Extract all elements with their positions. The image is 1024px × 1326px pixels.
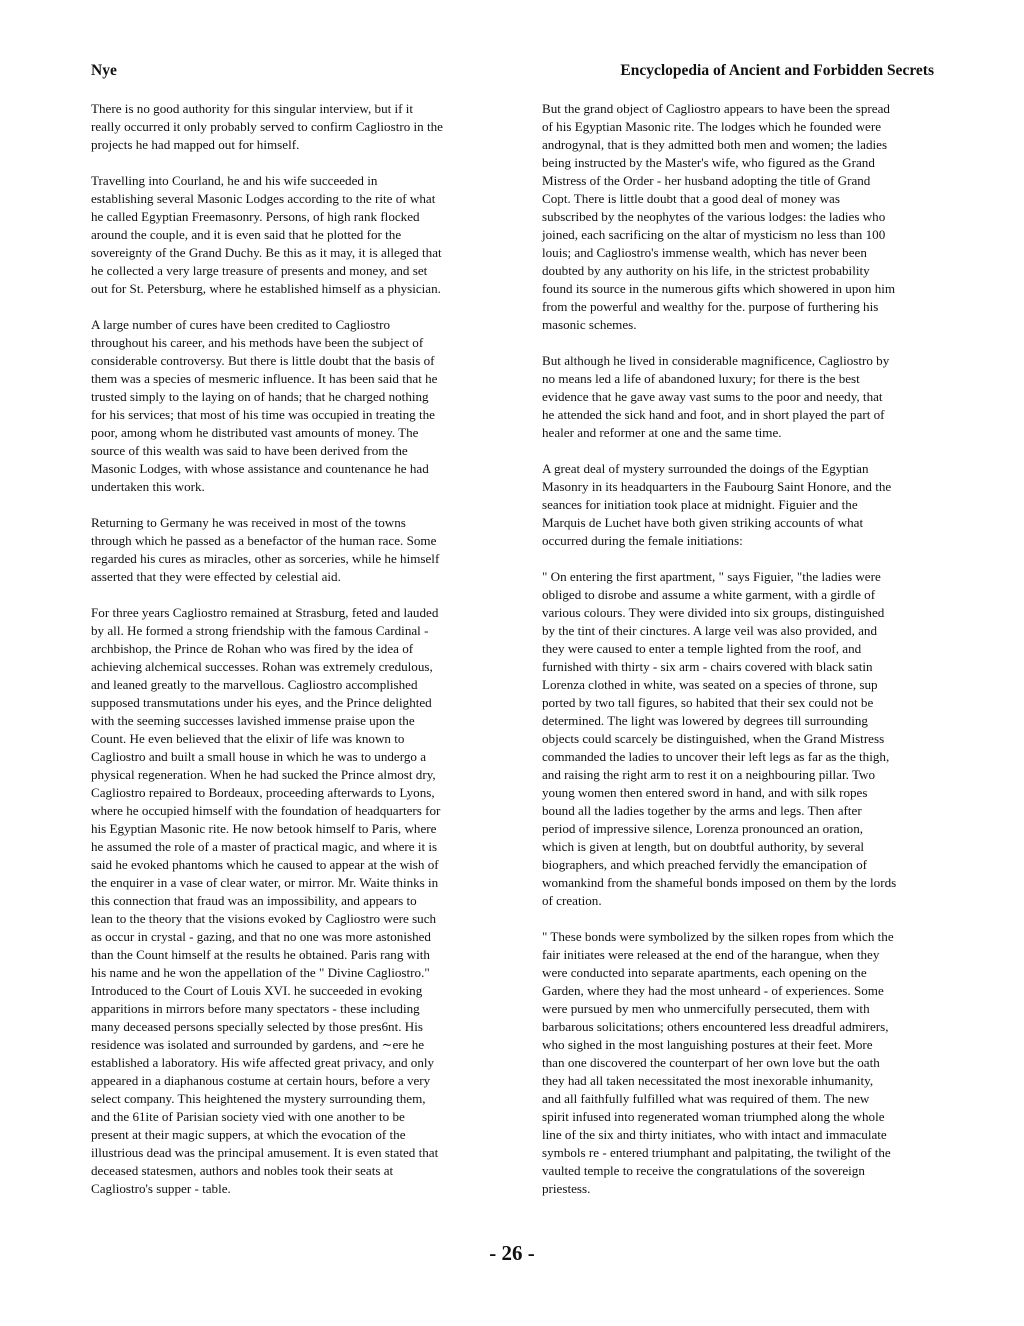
text-line: source of this wealth was said to have been derived from the (91, 443, 408, 458)
text-line: them was a species of mesmeric influence. It has been said that he (91, 371, 438, 386)
text-line: around the couple, and it is even said that he plotted for the (91, 227, 402, 242)
text-line: were pursued by men who unmercifully persecuted, them with (542, 1001, 870, 1016)
text-line: select company. This heightened the mystery surrounding them, (91, 1091, 426, 1106)
text-line: priestess. (542, 1181, 591, 1196)
text-line: he called Egyptian Freemasonry. Persons, of high rank flocked (91, 209, 420, 224)
text-line: healer and reformer at one and the same time. (542, 425, 782, 440)
text-line: as occur in crystal - gazing, and that no one was more astonished (91, 929, 431, 944)
paragraph (91, 514, 483, 586)
text-line: undertaken this work. (91, 479, 205, 494)
text-line: Travelling into Courland, he and his wife succeeded in (91, 173, 378, 188)
text-line: regarded his cures as miracles, other as sorceries, while he himself (91, 551, 440, 566)
text-line: deceased statesmen, authors and nobles took their seats at (91, 1163, 394, 1178)
text-line: than the Count himself at the results he obtained. Paris rang with (91, 947, 430, 962)
text-line: found its source in the numerous gifts which showered in upon him (542, 281, 896, 296)
text-line: and all faithfully fulfilled what was required of them. The new (542, 1091, 870, 1106)
text-line: Copt. There is little doubt that a good deal of money was (542, 191, 840, 206)
text-line: ported by two tall figures, so habited that their sex could not be (542, 695, 874, 710)
paragraph (91, 604, 483, 1198)
text-line: of creation. (542, 893, 602, 908)
text-line: appeared in a diaphanous costume at certain hours, before a very (91, 1073, 431, 1088)
text-line: A great deal of mystery surrounded the doings of the Egyptian (542, 461, 869, 476)
text-line: he assumed the role of a master of practical magic, and where it is (91, 839, 438, 854)
text-line: where he occupied himself with the foundation of headquarters for (91, 803, 441, 818)
text-line: obliged to disrobe and assume a white garment, with a girdle of (542, 587, 876, 602)
text-line: by the tint of their cinctures. A large veil was also provided, and (542, 623, 878, 638)
text-line: and raising the right arm to rest it on a neighbouring pillar. Two (542, 767, 876, 782)
text-line: doubted by any authority on his life, in the strictest probability (542, 263, 870, 278)
text-line: Mistress of the Order - her husband adopting the title of Grand (542, 173, 871, 188)
text-line: were conducted into separate apartments, each opening on the (542, 965, 867, 980)
text-line: this connection that fraud was an impossibility, and appears to (91, 893, 417, 908)
text-line: line of the six and thirty initiates, who with intact and immaculate (542, 1127, 887, 1142)
running-header-title: Encyclopedia of Ancient and Forbidden Secrets (620, 62, 934, 79)
text-line: they were caused to enter a temple lighted from the roof, and (542, 641, 862, 656)
text-line: biographers, and which preached fervidly the emancipation of (542, 857, 868, 872)
text-line: bound all the ladies together by the arms and legs. Then after (542, 803, 862, 818)
text-line: Lorenza clothed in white, was seated on a species of throne, sup (542, 677, 878, 692)
text-line: louis; and Cagliostro's immense wealth, which has never been (542, 245, 867, 260)
text-line: and the 61ite of Parisian society vied with one another to be (91, 1109, 405, 1124)
text-line: seances for initiation took place at midnight. Figuier and the (542, 497, 858, 512)
text-line: establishing several Masonic Lodges according to the rite of what (91, 191, 436, 206)
text-line: of his Egyptian Masonic rite. The lodges which he founded were (542, 119, 882, 134)
text-line: Count. He even believed that the elixir of life was known to (91, 731, 405, 746)
paragraph (542, 460, 934, 550)
text-line: furnished with thirty - six arm - chairs covered with black satin (542, 659, 873, 674)
text-line: his name and he won the appellation of the " Divine Cagliostro." (91, 965, 430, 980)
text-line: considerable controversy. But there is little doubt that the basis of (91, 353, 435, 368)
text-line: out for St. Petersburg, where he established himself as a physician. (91, 281, 441, 296)
text-line: Masonry in its headquarters in the Faubourg Saint Honore, and the (542, 479, 892, 494)
text-line: determined. The light was lowered by degrees till surrounding (542, 713, 868, 728)
text-line: subscribed by the neophytes of the various lodges: the ladies who (542, 209, 886, 224)
page-number: - 26 - (489, 1241, 535, 1265)
text-line: asserted that they were effected by celestial aid. (91, 569, 341, 584)
running-header-author: Nye (91, 62, 117, 79)
text-line: trusted simply to the laying on of hands; that he charged nothing (91, 389, 429, 404)
paragraph (542, 352, 934, 442)
text-line: lean to the theory that the visions evoked by Cagliostro were such (91, 911, 437, 926)
text-line: symbols re - entered triumphant and palpitating, the twilight of the (542, 1145, 891, 1160)
text-line: for his services; that most of his time was occupied in treating the (91, 407, 435, 422)
text-line: Cagliostro repaired to Bordeaux, proceeding afterwards to Lyons, (91, 785, 435, 800)
text-line: young women then entered sword in hand, and with silk ropes (542, 785, 868, 800)
text-line: sovereignty of the Grand Duchy. Be this as it may, it is alleged that (91, 245, 442, 260)
paragraph (91, 100, 483, 154)
text-line: who sighed in the most languishing postures at their feet. More (542, 1037, 873, 1052)
text-line: established a laboratory. His wife affected great privacy, and only (91, 1055, 435, 1070)
text-line: various colours. They were divided into six groups, distinguished (542, 605, 885, 620)
text-line: " On entering the first apartment, " says Figuier, "the ladies were (542, 569, 881, 584)
text-line: vaulted temple to receive the congratulations of the sovereign (542, 1163, 865, 1178)
text-line: achieving alchemical successes. Rohan was extremely credulous, (91, 659, 433, 674)
text-line: But although he lived in considerable magnificence, Cagliostro by (542, 353, 890, 368)
text-line: he collected a very large treasure of presents and money, and set (91, 263, 428, 278)
text-line: Masonic Lodges, with whose assistance and countenance he had (91, 461, 429, 476)
text-line: Cagliostro's supper - table. (91, 1181, 231, 1196)
text-line: physical regeneration. When he had sucked the Prince almost dry, (91, 767, 436, 782)
text-line: objects could scarcely be distinguished, when the Grand Mistress (542, 731, 885, 746)
text-line: he attended the sick hand and foot, and in short played the part of (542, 407, 885, 422)
text-line: said he evoked phantoms which he caused to appear at the wish of (91, 857, 439, 872)
text-line: they had all taken necessitated the most inexorable inhumanity, (542, 1073, 874, 1088)
paragraph (91, 172, 483, 298)
text-line: poor, among whom he distributed vast amounts of money. The (91, 425, 419, 440)
text-line: masonic schemes. (542, 317, 637, 332)
text-line: being instructed by the Master's wife, who figured as the Grand (542, 155, 875, 170)
text-line: by all. He formed a strong friendship with the famous Cardinal - (91, 623, 429, 638)
text-line: commanded the ladies to uncover their left legs as far as the thigh, (542, 749, 890, 764)
text-line: throughout his career, and his methods have been the subject of (91, 335, 424, 350)
text-line: Cagliostro and built a small house in which he was to undergo a (91, 749, 427, 764)
paragraph (542, 928, 934, 1198)
paragraph (542, 100, 934, 334)
text-column-left (91, 100, 483, 1216)
text-line: womankind from the shameful bonds imposed on them by the lords (542, 875, 897, 890)
text-line: the enquirer in a vase of clear water, or mirror. Mr. Waite thinks in (91, 875, 439, 890)
text-line: apparitions in mirrors before many spectators - these including (91, 1001, 420, 1016)
text-line: " These bonds were symbolized by the silken ropes from which the (542, 929, 894, 944)
text-line: through which he passed as a benefactor of the human race. Some (91, 533, 437, 548)
text-line: with the seeming successes lavished immense praise upon the (91, 713, 415, 728)
text-line: many deceased persons specially selected by those pres6nt. His (91, 1019, 423, 1034)
text-line: joined, each sacrificing on the altar of mysticism no less than 100 (542, 227, 886, 242)
text-line: androgynal, that is they admitted both men and women; the ladies (542, 137, 888, 152)
text-line: supposed transmutations under his eyes, and the Prince delighted (91, 695, 432, 710)
text-line: present at their magic suppers, at which the evocation of the (91, 1127, 406, 1142)
text-line: For three years Cagliostro remained at Strasburg, feted and lauded (91, 605, 439, 620)
paragraph (91, 316, 483, 496)
text-column-right (542, 100, 934, 1216)
text-line: which is given at length, but on doubtful authority, by several (542, 839, 865, 854)
text-line: archbishop, the Prince de Rohan who was fired by the idea of (91, 641, 414, 656)
text-line: really occurred it only probably served to confirm Cagliostro in the (91, 119, 443, 134)
text-line: no means led a life of abandoned luxury; for there is the best (542, 371, 860, 386)
text-line: Marquis de Luchet have both given striking accounts of what (542, 515, 864, 530)
text-line: barbarous solicitations; others encountered less dreadful admirers, (542, 1019, 889, 1034)
text-line: There is no good authority for this singular interview, but if it (91, 101, 414, 116)
text-line: A large number of cures have been credited to Cagliostro (91, 317, 390, 332)
text-line: projects he had mapped out for himself. (91, 137, 300, 152)
text-line: Returning to Germany he was received in most of the towns (91, 515, 406, 530)
text-line: evidence that he gave away vast sums to the poor and needy, that (542, 389, 883, 404)
paragraph (542, 568, 934, 910)
text-line: period of impressive silence, Lorenza pronounced an oration, (542, 821, 864, 836)
text-line: illustrious dead was the principal amusement. It is even stated that (91, 1145, 439, 1160)
text-line: fair initiates were released at the end of the harangue, when they (542, 947, 880, 962)
text-line: than one discovered the counterpart of her own love but the oath (542, 1055, 880, 1070)
text-line: and leaned greatly to the marvellous. Cagliostro accomplished (91, 677, 418, 692)
text-line: occurred during the female initiations: (542, 533, 743, 548)
text-line: spirit infused into regenerated woman triumphed along the whole (542, 1109, 885, 1124)
text-line: Garden, where they had the most unheard - of experiences. Some (542, 983, 884, 998)
text-line: But the grand object of Cagliostro appears to have been the spread (542, 101, 890, 116)
text-line: residence was isolated and surrounded by gardens, and ∼ere he (91, 1037, 425, 1052)
text-line: from the powerful and wealthy for the. purpose of furthering his (542, 299, 879, 314)
text-line: his Egyptian Masonic rite. He now betook himself to Paris, where (91, 821, 437, 836)
text-line: Introduced to the Court of Louis XVI. he succeeded in evoking (91, 983, 423, 998)
